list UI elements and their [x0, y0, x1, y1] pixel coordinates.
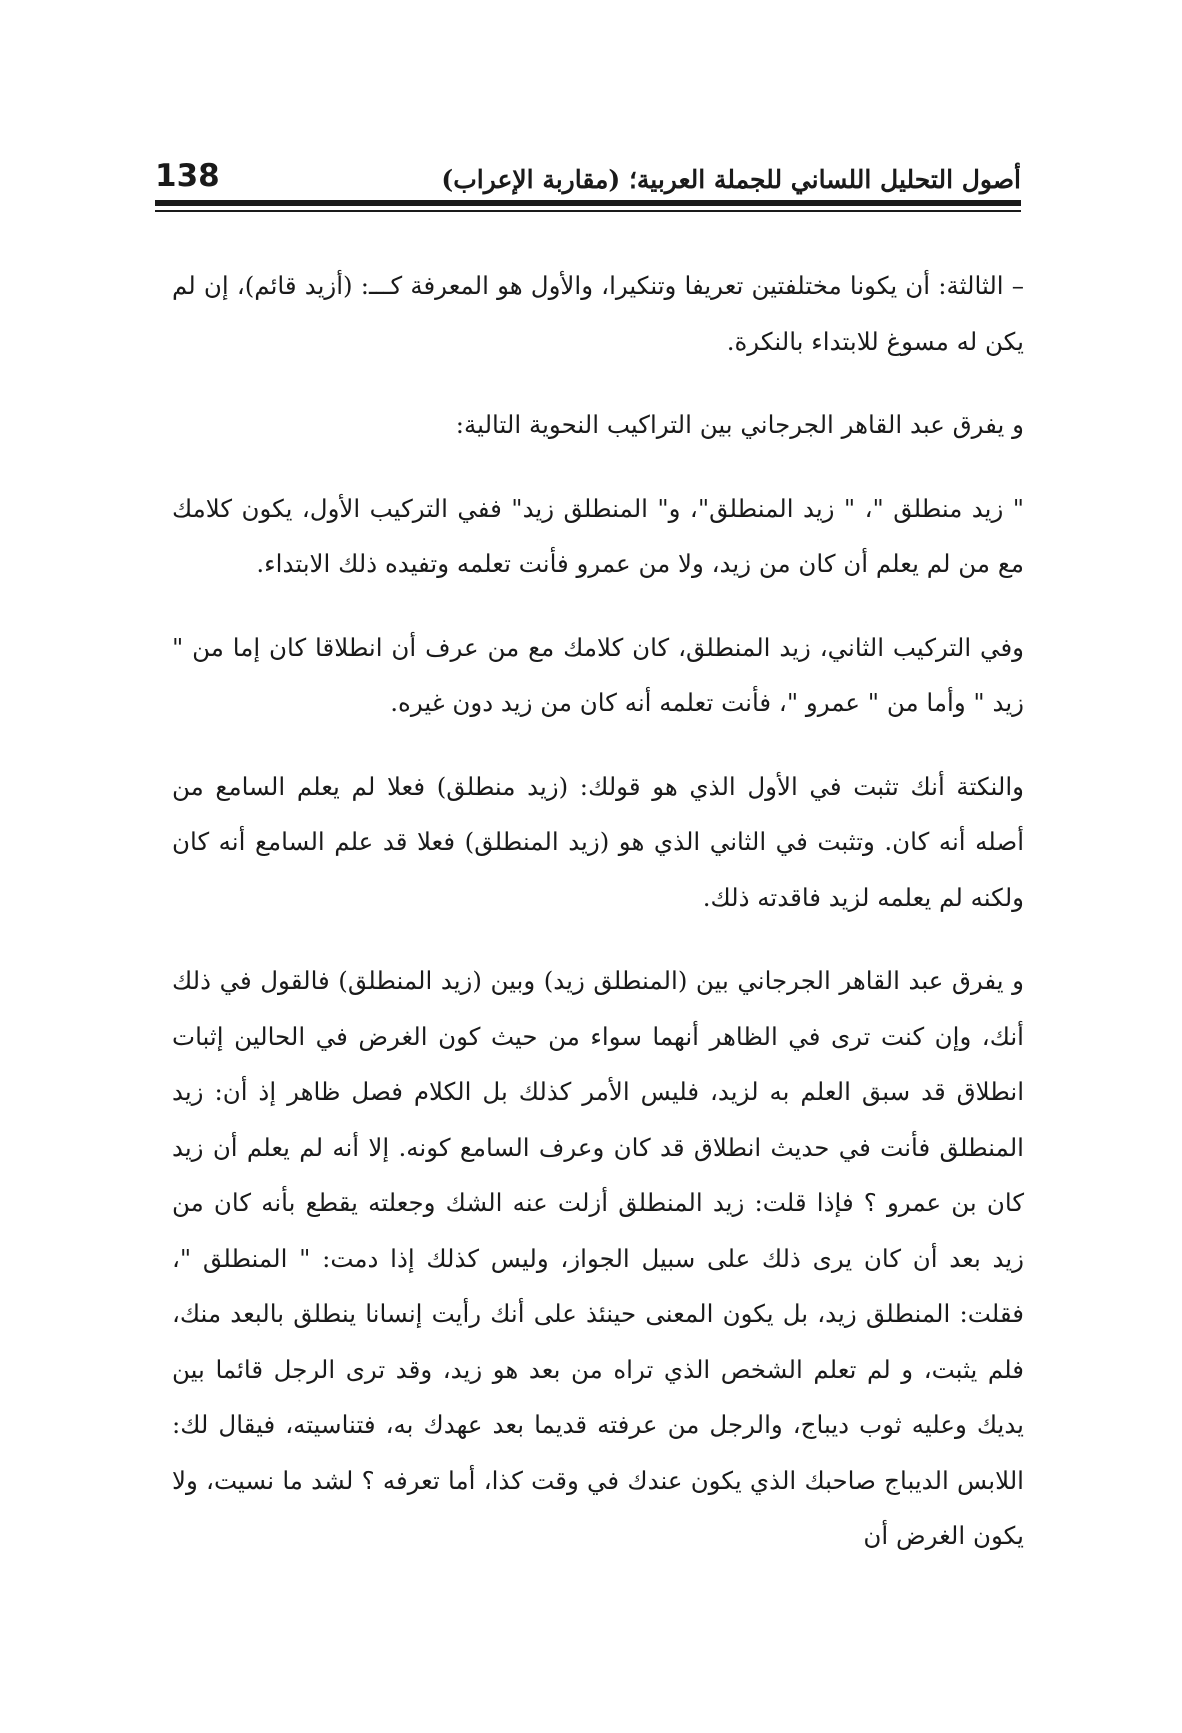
paragraph: و يفرق عبد القاهر الجرجاني بين (المنطلق زيد) وبين (زيد المنطلق) فالقول في ذلك أنك، وإن كنت ترى في الظاهر أنهما سواء من حيث كون الغرض في الحالين إثبات انطلاق قد سبق العلم به لزيد، فليس الأمر كذلك بل الكلام فصل ظاهر إذ أن: زيد المنطلق فأنت في حديث انطلاق قد كان وعرف السامع كونه. إلا أنه لم يعلم أن زيد كان بن عمرو ؟ فإذا قلت: زيد المنطلق أزلت عنه الشك وجعلته يقطع بأنه كان من زيد بعد أن كان يرى ذلك على سبيل الجواز، وليس كذلك إذا دمت: " المنطلق "، فقلت: المنطلق زيد، بل يكون المعنى حينئذ على أنك رأيت إنسانا ينطلق بالبعد منك، فلم يثبت، و لم تعلم الشخص الذي تراه من بعد هو زيد، وقد ترى الرجل قائما بين يديك وعليه ثوب ديباج، والرجل من عرفته قديما بعد عهدك به، فتناسيته، فيقال لك: اللابس الديباج صاحبك الذي يكون عندك في وقت كذا، أما تعرفه ؟ لشد ما نسيت، ولا يكون الغرض أن: [172, 966, 1024, 1550]
paragraph: والنكتة أنك تثبت في الأول الذي هو قولك: (زيد منطلق) فعلا لم يعلم السامع من أصله أنه كان. وتثبت في الثاني الذي هو (زيد المنطلق) فعلا قد علم السامع أنه كان ولكنه لم يعلمه لزيد فاقدته ذلك.: [172, 771, 1024, 912]
header-rule-thick: [155, 200, 1021, 206]
paragraph: و يفرق عبد القاهر الجرجاني بين التراكيب النحوية التالية:: [455, 410, 1024, 439]
header-rule-thin: [155, 210, 1021, 212]
paragraph: وفي التركيب الثاني، زيد المنطلق، كان كلامك مع من عرف أن انطلاقا كان إما من " زيد " وأما من " عمرو "، فأنت تعلمه أنه كان من زيد دون غيره.: [172, 632, 1024, 717]
paragraph: – الثالثة: أن يكونا مختلفتين تعريفا وتنكيرا، والأول هو المعرفة كـــ: (أزيد قائم)، إن لم يكن له مسوغ للابتداء بالنكرة.: [172, 271, 1024, 356]
book-title: أصول التحليل اللساني للجملة العربية؛ (مقاربة الإعراب): [441, 165, 1021, 194]
running-header: [155, 150, 1021, 194]
paragraph: " زيد منطلق "، " زيد المنطلق"، و" المنطلق زيد" ففي التركيب الأول، يكون كلامك مع من لم يعلم أن كان من زيد، ولا من عمرو فأنت تعلمه وتفيده ذلك الابتداء.: [172, 493, 1024, 578]
body-text: [172, 258, 1024, 1592]
page-number: 138: [155, 158, 220, 194]
